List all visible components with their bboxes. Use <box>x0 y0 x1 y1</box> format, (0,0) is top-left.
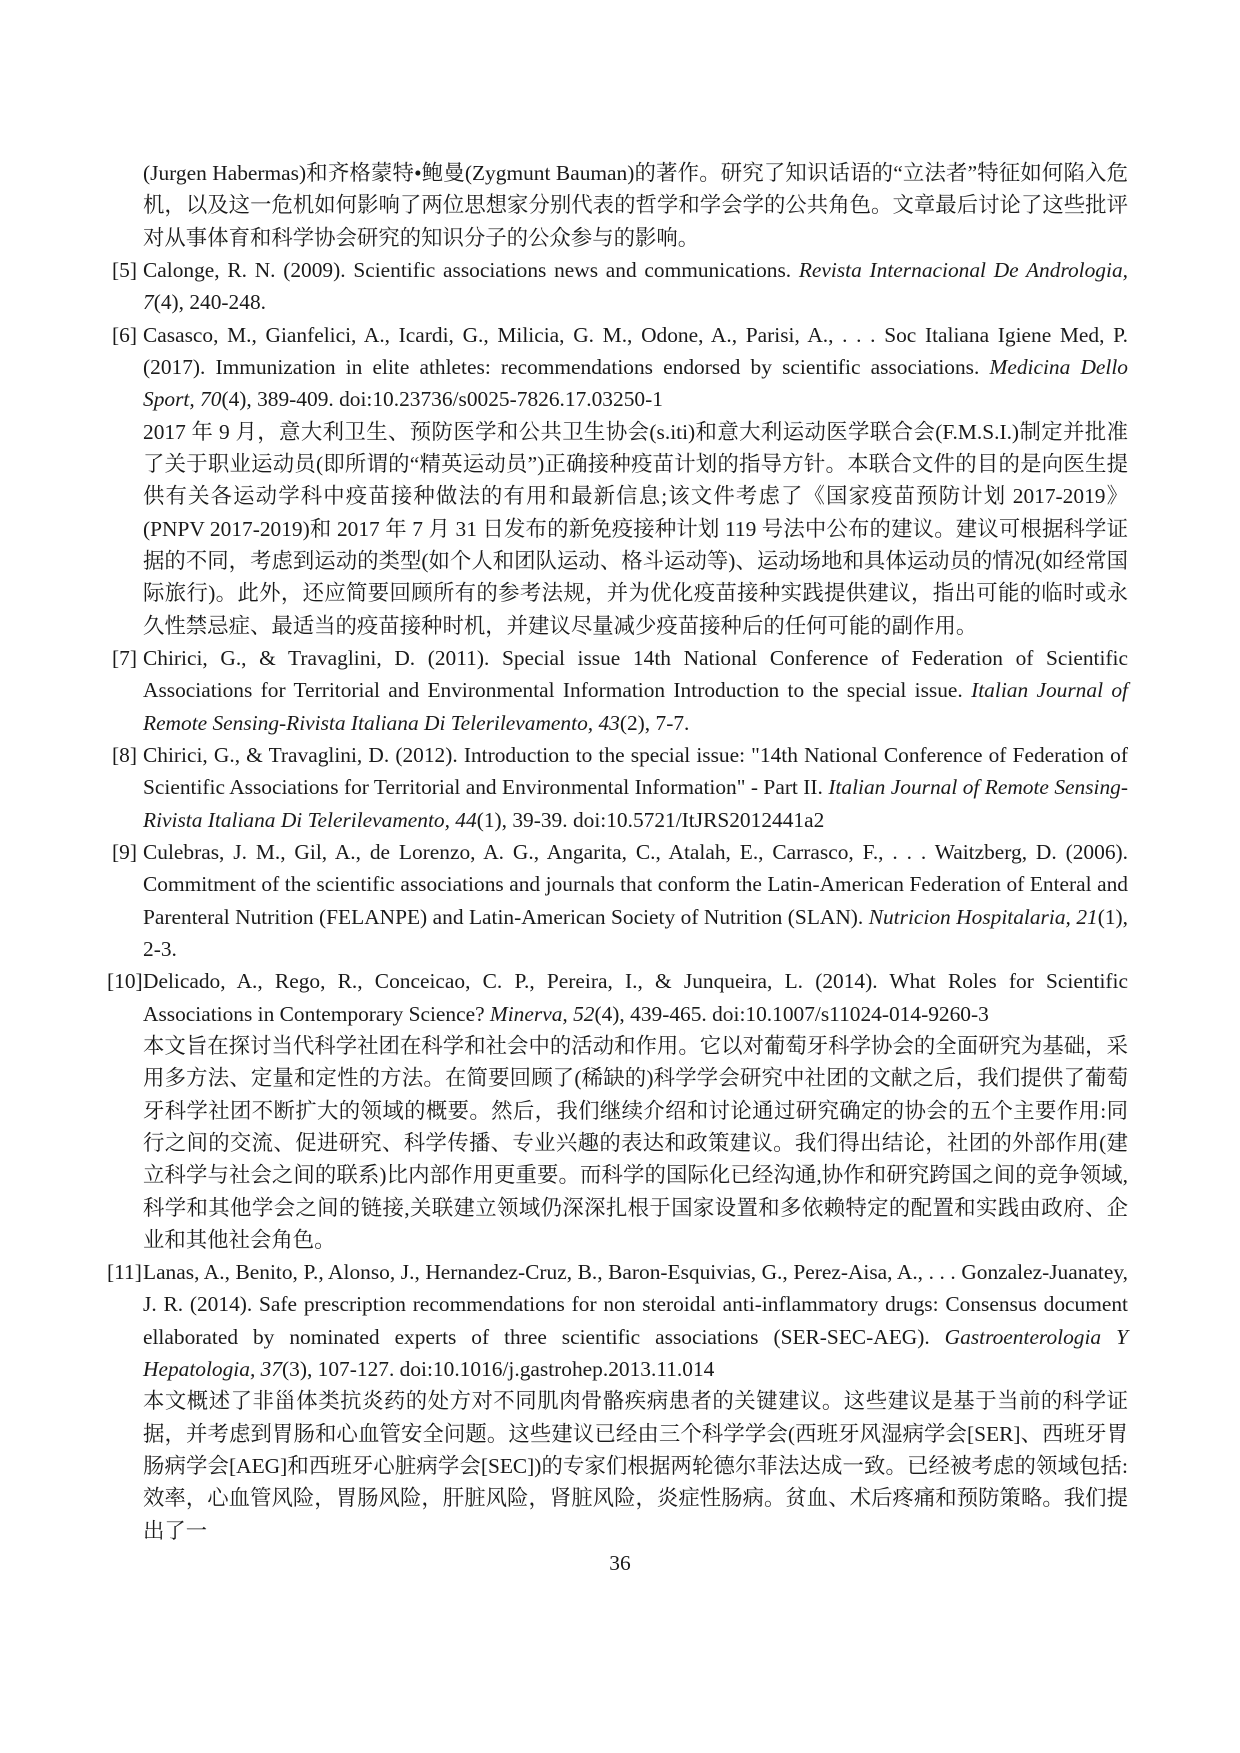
citation-journal-italic: Medicina Dello Sport, 70 <box>143 354 1128 412</box>
reference-entry <box>112 739 1128 836</box>
citation-journal-italic: Gastroenterologia Y Hepatologia, 37 <box>143 1324 1128 1382</box>
page-number: 36 <box>609 1551 631 1576</box>
reference-continuation-text: (Jurgen Habermas)和齐格蒙特•鲍曼(Zygmunt Bauman)的著作。研究了知识话语的“立法者”特征如何陷入危机，以及这一危机如何影响了两位思想家分别代表的哲学和学会学的公共角色。文章最后讨论了这些批评对从事体育和科学协会研究的知识分子的公众参与的影响。 <box>143 161 1128 250</box>
reference-citation <box>143 1256 1128 1547</box>
reference-number: [5] <box>112 257 137 282</box>
reference-continuation <box>112 157 1128 254</box>
citation-text: Casasco, M., Gianfelici, A., Icardi, G., Milicia, G. M., Odone, A., Parisi, A., . . . Soc Italiana Igiene Med, P. (2017). Immunization in elite athletes: recommendations endorsed by scientific associations. <box>143 322 1128 379</box>
citation-text: (4), 439-465. doi:10.1007/s11024-014-9260-3 <box>594 1001 989 1026</box>
reference-note-zh: 2017 年 9 月，意大利卫生、预防医学和公共卫生协会(s.iti)和意大利运动医学联合会(F.M.S.I.)制定并批准了关于职业运动员(即所谓的“精英运动员”)正确接种疫苗计划的指导方针。本联合文件的目的是向医生提供有关各运动学科中疫苗接种做法的有用和最新信息;该文件考虑了《国家疫苗预防计划 2017-2019》(PNPV 2017-2019)和 2017 年 7 月 31 日发布的新免疫接种计划 119 号法中公布的建议。建议可根据科学证据的不同，考虑到运动的类型(如个人和团队运动、格斗运动等)、运动场地和具体运动员的情况(如经常国际旅行)。此外，还应简要回顾所有的参考法规，并为优化疫苗接种实践提供建议，指出可能的临时或永久性禁忌症、最适当的疫苗接种时机，并建议尽量减少疫苗接种后的任何可能的副作用。 <box>143 419 1128 638</box>
reference-note-zh: 本文概述了非甾体类抗炎药的处方对不同肌肉骨骼疾病患者的关键建议。这些建议是基于当前的科学证据，并考虑到胃肠和心血管安全问题。这些建议已经由三个科学学会(西班牙风湿病学会[SER]、西班牙胃肠病学会[AEG]和西班牙心脏病学会[SEC])的专家们根据两轮德尔菲法达成一致。已经被考虑的领域包括:效率，心血管风险，胃肠风险，肝脏风险，肾脏风险，炎症性肠病。贫血、术后疼痛和预防策略。我们提出了一 <box>143 1389 1128 1543</box>
citation-journal-italic: Italian Journal of Remote Sensing-Rivista Italiana Di Telerilevamento, 43 <box>143 678 1128 735</box>
reference-citation <box>143 739 1128 836</box>
citation-text: Chirici, G., & Travaglini, D. (2011). Special issue 14th National Conference of Federation of Scientific Associations for Territorial and Environmental Information Introduction to the special issue. <box>143 645 1128 703</box>
citation-text: (3), 107-127. doi:10.1016/j.gastrohep.2013.11.014 <box>282 1357 715 1382</box>
citation-text: Lanas, A., Benito, P., Alonso, J., Hernandez-Cruz, B., Baron-Esquivias, G., Perez-Aisa, A., . . . Gonzalez-Juanatey, J. R. (2014). Safe prescription recommendations for non steroidal anti-inflammatory drugs: Consensus document ellaborated by nominated experts of three scientific associations (SER-SEC-AEG). <box>143 1260 1128 1349</box>
reference-number: [11] <box>107 1260 142 1285</box>
reference-entry <box>107 965 1128 1256</box>
citation-text: (2), 7-7. <box>619 710 690 735</box>
reference-citation <box>143 836 1128 965</box>
reference-citation <box>143 642 1128 739</box>
citation-text: Calonge, R. N. (2009). Scientific associations news and communications. <box>143 257 799 282</box>
reference-number: [10] <box>107 969 143 994</box>
reference-note-zh: 本文旨在探讨当代科学社团在科学和社会中的活动和作用。它以对葡萄牙科学协会的全面研究为基础，采用多方法、定量和定性的方法。在简要回顾了(稀缺的)科学学会研究中社团的文献之后，我们提供了葡萄牙科学社团不断扩大的领域的概要。然后，我们继续介绍和讨论通过研究确定的协会的五个主要作用:同行之间的交流、促进研究、科学传播、专业兴趣的表达和政策建议。我们得出结论，社团的外部作用(建立科学与社会之间的联系)比内部作用更重要。而科学的国际化已经沟通,协作和研究跨国之间的竞争领域,科学和其他学会之间的链接,关联建立领域仍深深扎根于国家设置和多依赖特定的配置和实践由政府、企业和其他社会角色。 <box>143 1033 1128 1252</box>
citation-text: (1), 2-3. <box>143 904 1129 961</box>
reference-number: [7] <box>112 645 137 670</box>
reference-citation <box>143 254 1128 319</box>
citation-text: (4), 240-248. <box>153 290 266 315</box>
citation-journal-italic: Italian Journal of Remote Sensing-Rivista Italiana Di Telerilevamento, 44 <box>143 775 1129 832</box>
citation-journal-italic: Minerva, 52 <box>489 1001 595 1026</box>
citation-journal-italic: Nutricion Hospitalaria, 21 <box>868 904 1098 929</box>
reference-entry <box>112 642 1128 739</box>
citation-journal-italic: Revista Internacional De Andrologia, 7 <box>143 257 1128 315</box>
reference-entry <box>112 836 1128 965</box>
reference-citation <box>143 319 1128 642</box>
citation-text: (1), 39-39. doi:10.5721/ItJRS2012441a2 <box>476 807 825 832</box>
citation-text: Chirici, G., & Travaglini, D. (2012). Introduction to the special issue: "14th National Conference of Federation of Scientific Associations for Territorial and Environmental Information" - Part II. <box>143 742 1128 800</box>
reference-entry <box>112 319 1128 642</box>
reference-list <box>107 254 1129 1547</box>
reference-number: [9] <box>112 839 137 864</box>
reference-number: [8] <box>112 742 137 767</box>
reference-number: [6] <box>112 322 137 347</box>
citation-text: Culebras, J. M., Gil, A., de Lorenzo, A. G., Angarita, C., Atalah, E., Carrasco, F., . . . Waitzberg, D. (2006). Commitment of the scientific associations and journals that conform the Latin-American Federation of Enteral and Parenteral Nutrition (FELANPE) and Latin-American Society of Nutrition (SLAN). <box>143 839 1128 929</box>
references-section <box>107 157 1129 1579</box>
citation-text: Delicado, A., Rego, R., Conceicao, C. P., Pereira, I., & Junqueira, L. (2014). What Roles for Scientific Associations in Contemporary Science? <box>143 969 1128 1026</box>
reference-entry <box>112 254 1128 319</box>
citation-text: (4), 389-409. doi:10.23736/s0025-7826.17.03250-1 <box>221 387 663 412</box>
reference-citation <box>143 965 1128 1256</box>
reference-entry <box>107 1256 1128 1547</box>
